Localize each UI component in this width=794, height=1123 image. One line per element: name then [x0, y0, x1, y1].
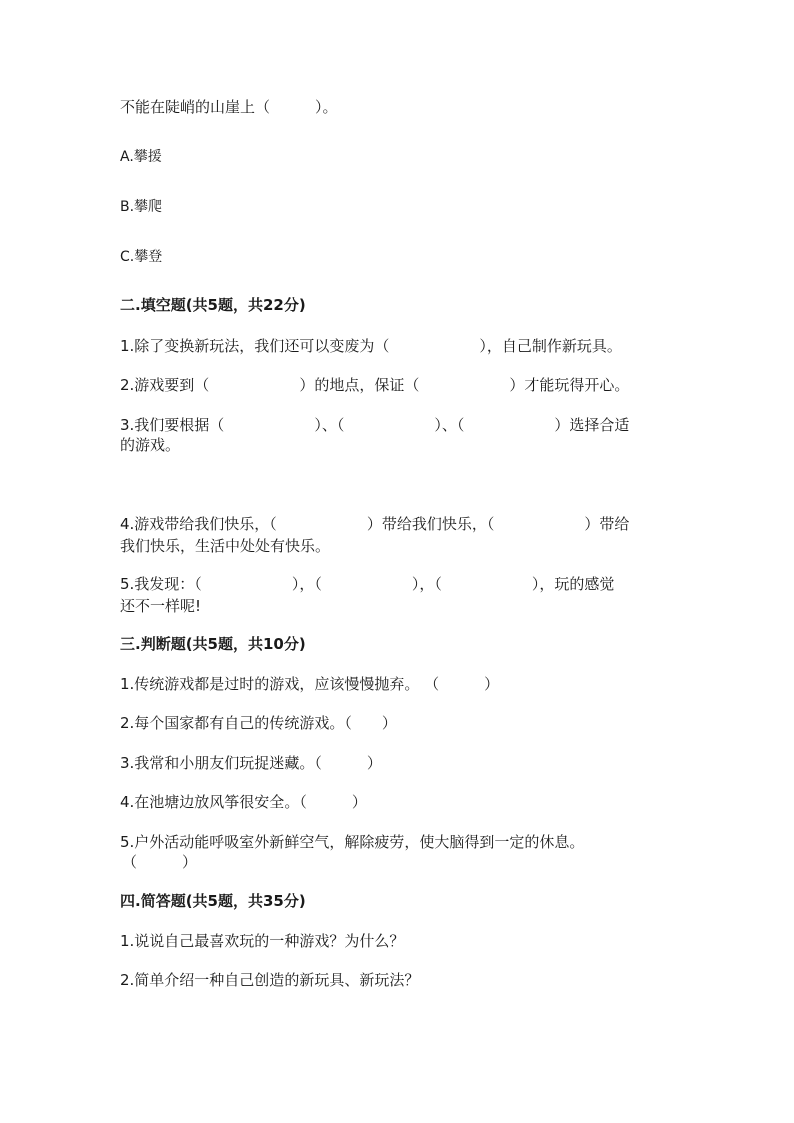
section-heading-short-answer: 四.简答题(共5题，共35分)	[120, 892, 306, 910]
fill-blank-q4-line1: 4.游戏带给我们快乐，（ ）带给我们快乐，（ ）带给	[120, 515, 630, 533]
option-a: A.攀援	[120, 149, 162, 165]
true-false-q5-line1: 5.户外活动能呼吸室外新鲜空气，解除疲劳，使大脑得到一定的休息。	[120, 833, 585, 851]
short-answer-q2: 2.简单介绍一种自己创造的新玩具、新玩法？	[120, 971, 420, 989]
fill-blank-q1: 1.除了变换新玩法，我们还可以变废为（ ），自己制作新玩具。	[120, 337, 622, 355]
option-b: B.攀爬	[120, 199, 163, 215]
short-answer-q1: 1.说说自己最喜欢玩的一种游戏？为什么？	[120, 932, 405, 950]
fill-blank-q2: 2.游戏要到（ ）的地点，保证（ ）才能玩得开心。	[120, 376, 630, 394]
option-c: C.攀登	[120, 249, 163, 265]
fill-blank-q5-line1: 5.我发现：（ ），（ ），（ ），玩的感觉	[120, 575, 615, 593]
fill-blank-q3-line2: 的游戏。	[120, 436, 181, 454]
question-continuation: 不能在陡峭的山崖上（ ）。	[120, 98, 338, 116]
true-false-q3: 3.我常和小朋友们玩捉迷藏。（ ）	[120, 754, 382, 772]
section-heading-true-false: 三.判断题(共5题，共10分)	[120, 635, 306, 653]
section-heading-fill-blank: 二.填空题(共5题，共22分)	[120, 296, 306, 314]
fill-blank-q4-line2: 我们快乐，生活中处处有快乐。	[120, 537, 331, 555]
true-false-q1: 1.传统游戏都是过时的游戏，应该慢慢抛弃。 （ ）	[120, 675, 500, 693]
fill-blank-q5-line2: 还不一样呢!	[120, 597, 202, 615]
true-false-q4: 4.在池塘边放风筝很安全。（ ）	[120, 793, 367, 811]
true-false-q2: 2.每个国家都有自己的传统游戏。（ ）	[120, 714, 397, 732]
fill-blank-q3-line1: 3.我们要根据（ ）、（ ）、（ ）选择合适	[120, 416, 630, 434]
true-false-q5-line2: （ ）	[122, 853, 198, 871]
